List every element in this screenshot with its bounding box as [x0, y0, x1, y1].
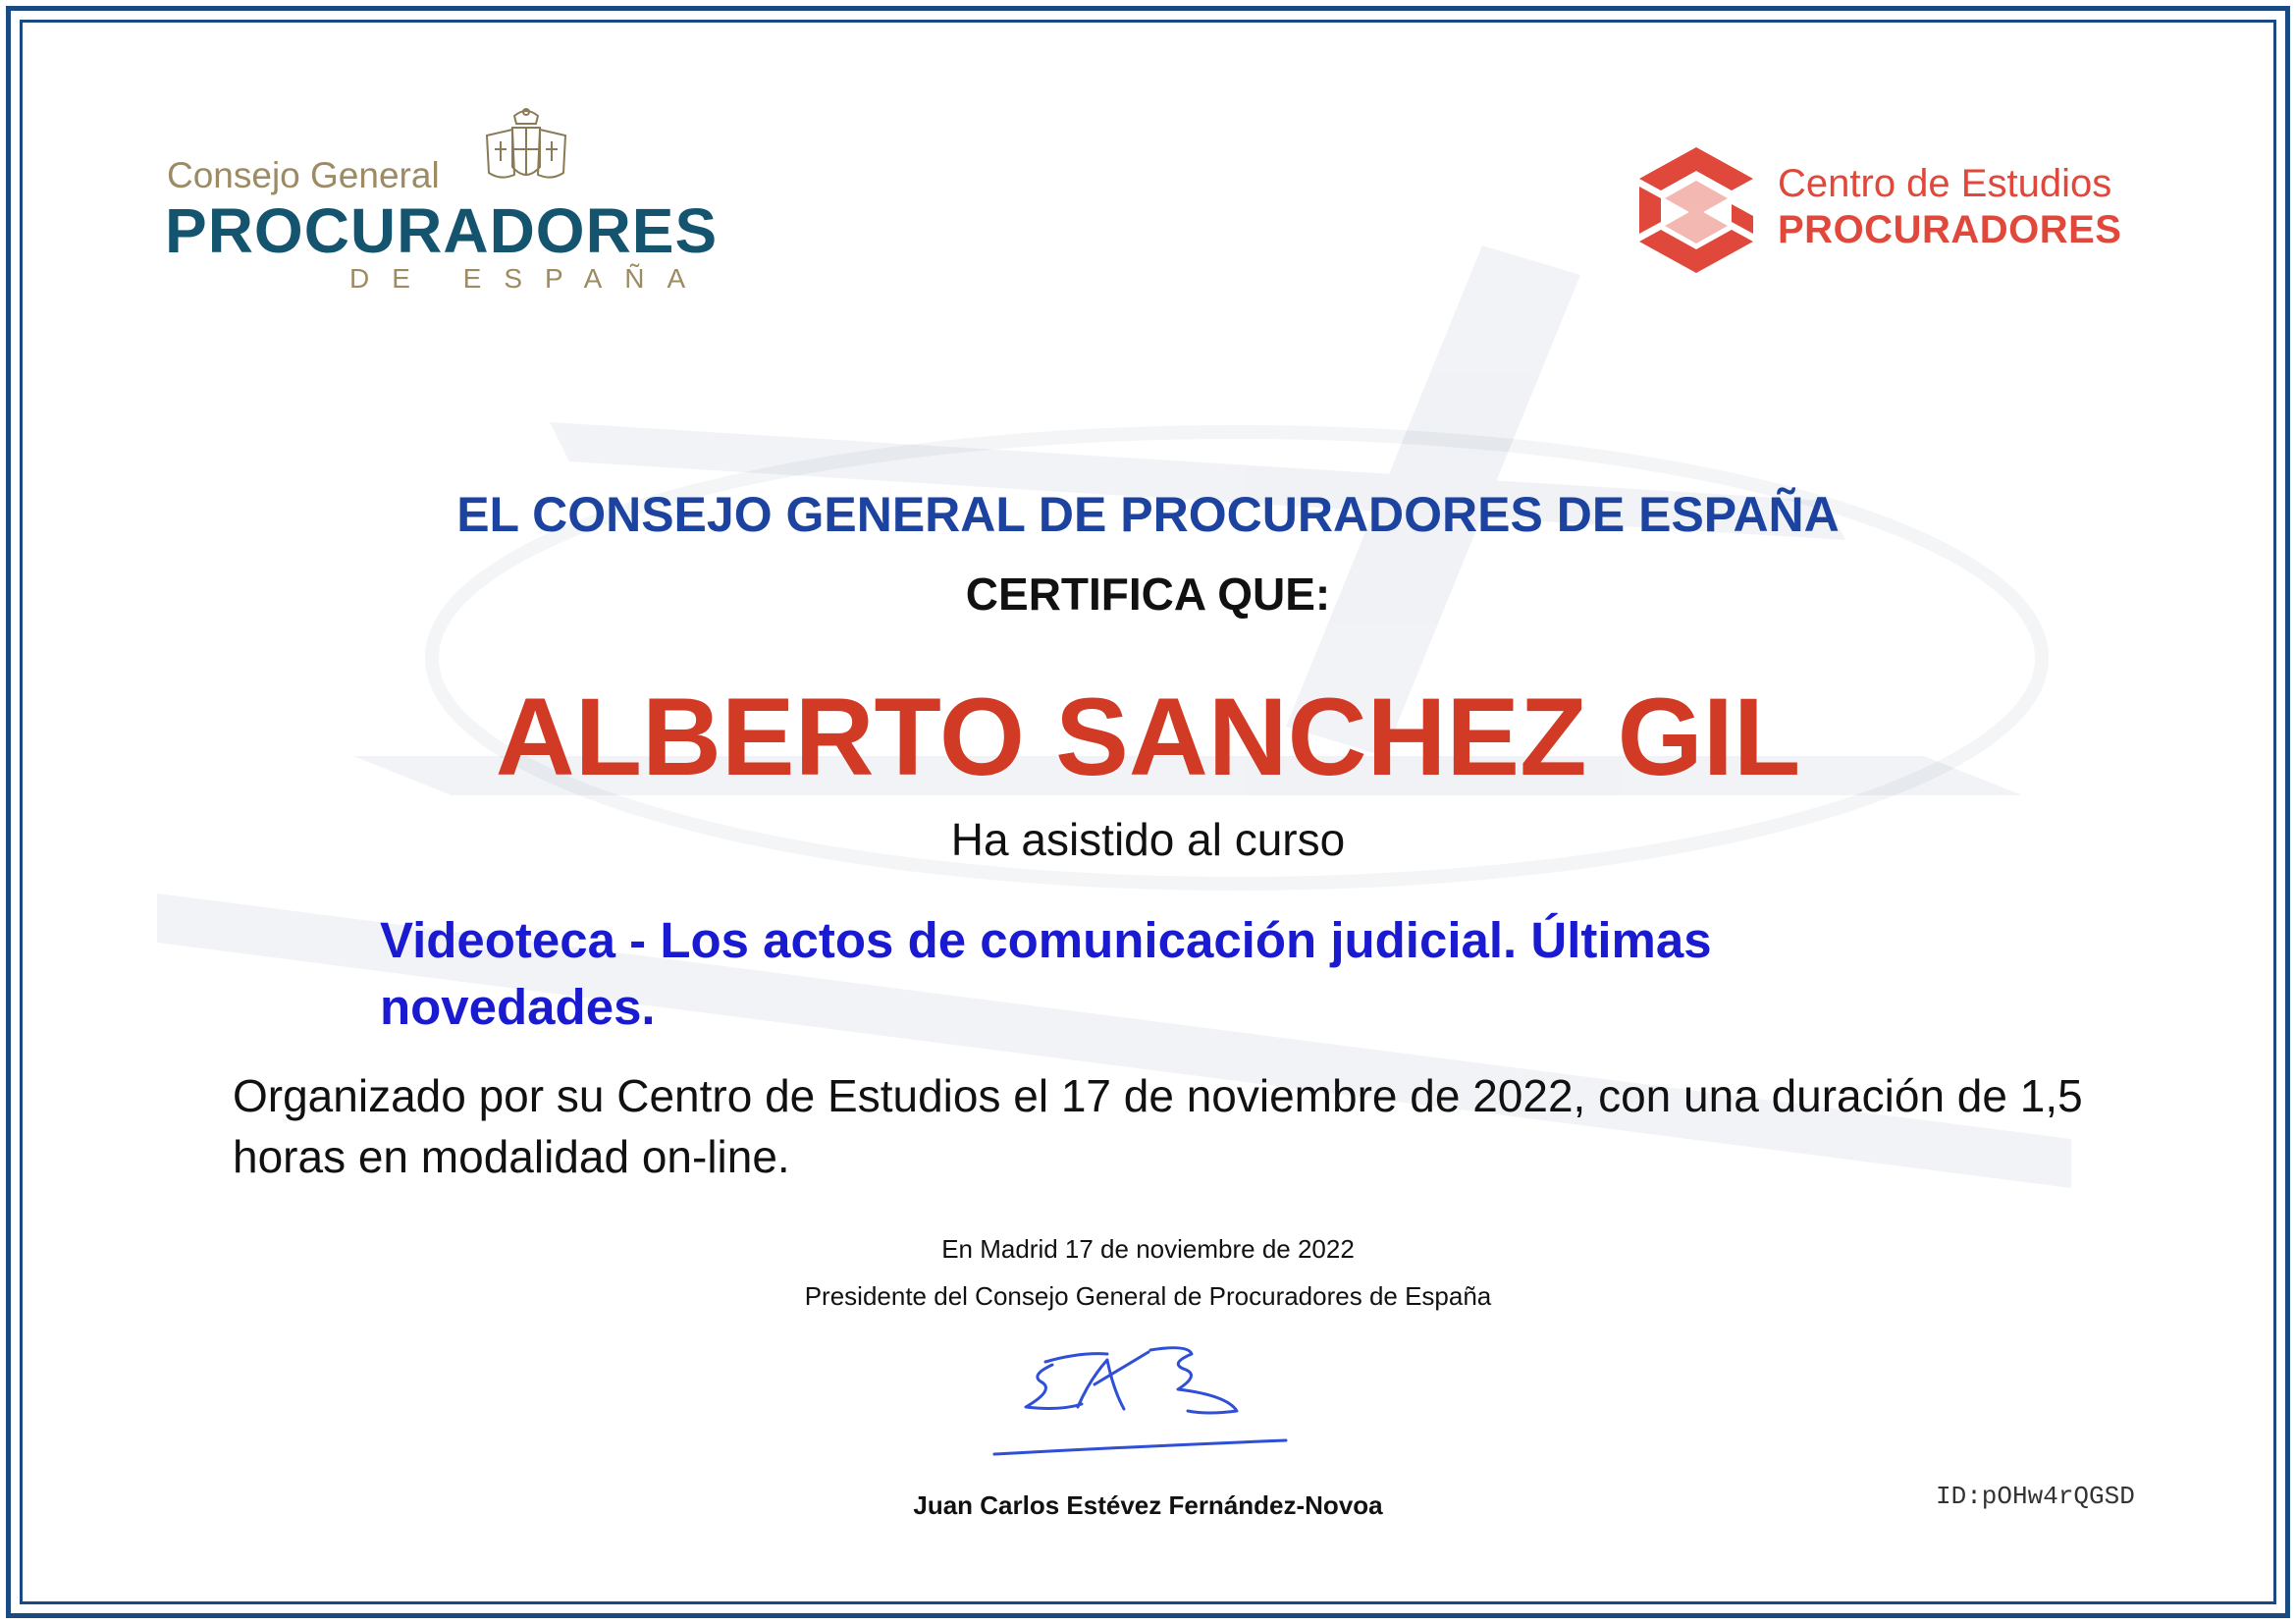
logo-left-espana: DE ESPAÑA [349, 263, 709, 294]
centro-estudios-logo-icon [1637, 147, 1753, 273]
handwritten-signature [991, 1330, 1335, 1463]
logo-right-centro: Centro de Estudios [1778, 162, 2112, 205]
course-title: Videoteca - Los actos de comunicación judicial. Últimas novedades. [380, 912, 1712, 1035]
certifica-label: CERTIFICA QUE: [965, 568, 1331, 620]
signer-role: Presidente del Consejo General de Procuradores de España [804, 1281, 1492, 1311]
recipient-name: ALBERTO SANCHEZ GIL [495, 676, 1801, 798]
logo-left-consejo: Consejo General [167, 155, 440, 195]
document-id: ID:pOHw4rQGSD [1936, 1482, 2135, 1511]
certificate-heading: EL CONSEJO GENERAL DE PROCURADORES DE ESPAÑA [456, 487, 1840, 542]
attended-label: Ha asistido al curso [950, 814, 1346, 865]
signer-name: Juan Carlos Estévez Fernández-Novoa [913, 1490, 1383, 1520]
organized-statement: Organizado por su Centro de Estudios el 17 de noviembre de 2022, con una duración de 1,5 horas en modalidad on-line. [233, 1070, 2083, 1182]
coat-of-arms-icon [477, 106, 575, 204]
logo-right-procuradores: PROCURADORES [1778, 208, 2122, 251]
place-date: En Madrid 17 de noviembre de 2022 [941, 1234, 1355, 1264]
logo-left-procuradores: PROCURADORES [165, 195, 719, 266]
